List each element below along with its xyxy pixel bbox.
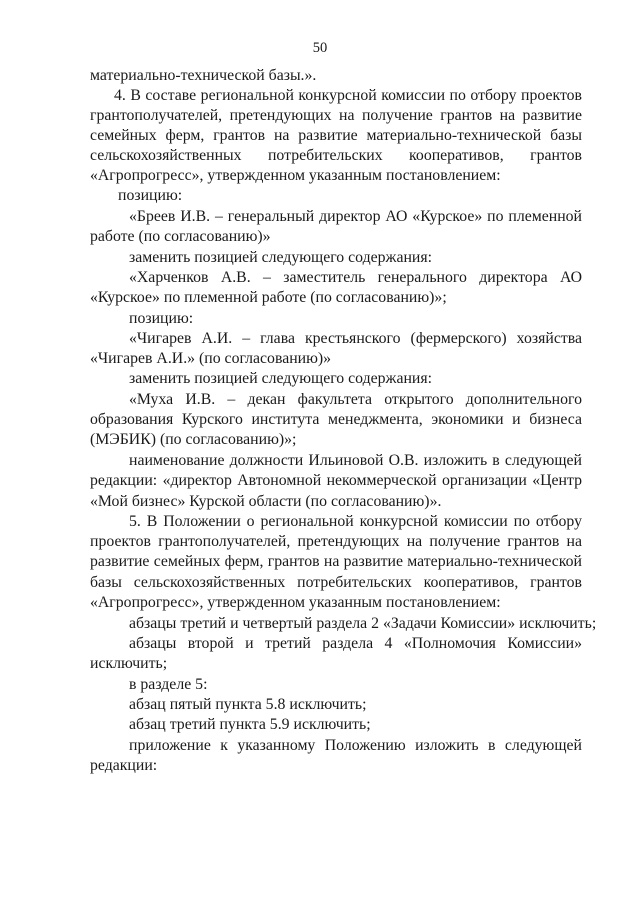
text-line: «Бреев И.В. – генеральный директор АО «Курское» по племенной [129, 208, 582, 225]
text-line: «Чигарев А.И. – глава крестьянского (фермерского) хозяйства [129, 330, 582, 347]
text-line: «Агропрогресс», утвержденном указанным постановлением: [90, 167, 501, 184]
text-line: заменить позицией следующего содержания: [129, 249, 433, 266]
page-number: 50 [312, 40, 328, 56]
text-line: работе (по согласованию)» [90, 228, 271, 245]
text-line: грантополучателей, претендующих на получение грантов на развитие [90, 107, 582, 124]
text-line: базы сельскохозяйственных потребительских кооперативов, грантов [90, 574, 582, 591]
text-line: образования Курского института менеджмента, экономики и бизнеса [90, 411, 582, 428]
text-line: наименование должности Ильиновой О.В. изложить в следующей [129, 452, 582, 469]
text-line: «Курское» по племенной работе (по согласованию)»; [90, 289, 447, 306]
text-line: 4. В составе региональной конкурсной комиссии по отбору проектов [114, 87, 582, 104]
text-line: исключить; [90, 655, 168, 672]
text-line: приложение к указанному Положению изложить в следующей [129, 737, 582, 754]
text-line: сельскохозяйственных потребительских кооперативов, грантов [90, 147, 582, 164]
text-line: абзац третий пункта 5.9 исключить; [129, 716, 371, 733]
text-line: «Агропрогресс», утвержденном указанным постановлением: [90, 594, 501, 611]
text-line: абзацы второй и третий раздела 4 «Полномочия Комиссии» [129, 635, 582, 652]
text-line: «Муха И.В. – декан факультета открытого дополнительного [129, 391, 582, 408]
text-line: в разделе 5: [129, 676, 208, 693]
text-line: материально-технической базы.». [90, 67, 317, 84]
text-line: семейных ферм, грантов на развитие материально-технической базы [90, 127, 582, 144]
text-line: «Мой бизнес» Курской области (по согласованию)». [90, 493, 442, 510]
text-line: 5. В Положении о региональной конкурсной комиссии по отбору [129, 513, 582, 530]
text-line: редакции: [90, 757, 158, 774]
text-line: «Чигарев А.И.» (по согласованию)» [90, 350, 332, 367]
text-line: редакции: «директор Автономной некоммерческой организации «Центр [90, 472, 582, 489]
text-line: (МЭБИК) (по согласованию)»; [90, 431, 297, 448]
text-line: абзацы третий и четвертый раздела 2 «Задачи Комиссии» исключить; [129, 615, 597, 632]
text-line: развитие семейных ферм, грантов на развитие материально-технической [90, 553, 582, 570]
text-line: позицию: [118, 187, 183, 204]
text-line: «Харченков А.В. – заместитель генерального директора АО [129, 269, 582, 286]
text-line: заменить позицией следующего содержания: [129, 370, 433, 387]
text-line: проектов грантополучателей, претендующих на получение грантов на [90, 533, 582, 550]
text-line: позицию: [129, 310, 194, 327]
text-line: абзац пятый пункта 5.8 исключить; [129, 696, 367, 713]
